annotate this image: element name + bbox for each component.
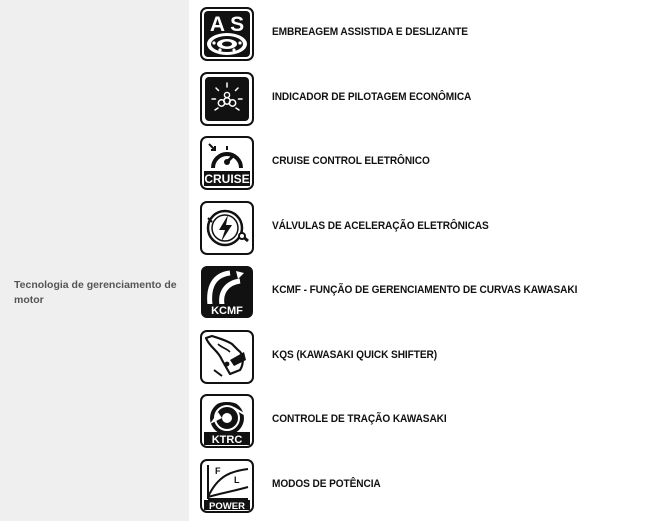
spec-label-column: [0, 0, 189, 521]
feature-item: [189, 2, 648, 66]
feature-item: [189, 196, 648, 260]
as-badge-text: A S: [209, 13, 245, 36]
power-mode-mark-low: L: [234, 475, 240, 485]
feature-label: CRUISE CONTROL ELETRÔNICO: [272, 155, 430, 167]
feature-item: [189, 389, 648, 453]
feature-label: EMBREAGEM ASSISTIDA E DESLIZANTE: [272, 26, 468, 38]
feature-label: KQS (KAWASAKI QUICK SHIFTER): [272, 349, 437, 361]
feature-item: [189, 131, 648, 195]
feature-label: CONTROLE DE TRAÇÃO KAWASAKI: [272, 413, 447, 425]
feature-label: INDICADOR DE PILOTAGEM ECONÔMICA: [272, 91, 472, 103]
cruise-control-icon: [200, 136, 254, 190]
power-mode-mark-full: F: [215, 466, 221, 476]
electronic-throttle-valves-icon: [200, 201, 254, 255]
feature-label: MODOS DE POTÊNCIA: [272, 478, 381, 490]
as-slipper-clutch-icon: [200, 7, 254, 61]
feature-list: [189, 0, 648, 521]
kcmf-icon: [200, 265, 254, 319]
spec-row-label: Tecnologia de gerenciamento de motor: [14, 279, 177, 306]
feature-item: [189, 325, 648, 389]
economical-riding-indicator-icon: [200, 72, 254, 126]
feature-label: KCMF - FUNÇÃO DE GERENCIAMENTO DE CURVAS KAWASAKI: [272, 284, 578, 296]
power-badge-text: POWER: [209, 501, 245, 512]
kqs-quick-shifter-icon: [200, 330, 254, 384]
ktrc-traction-control-icon: [200, 394, 254, 448]
feature-label: VÁLVULAS DE ACELERAÇÃO ELETRÔNICAS: [272, 220, 489, 232]
feature-item: [189, 260, 648, 324]
power-modes-icon: [200, 459, 254, 513]
feature-item: [189, 454, 648, 518]
kcmf-badge-text: KCMF: [211, 305, 243, 317]
feature-item: [189, 67, 648, 131]
cruise-badge-text: CRUISE: [204, 172, 250, 186]
ktrc-badge-text: KTRC: [211, 434, 243, 446]
